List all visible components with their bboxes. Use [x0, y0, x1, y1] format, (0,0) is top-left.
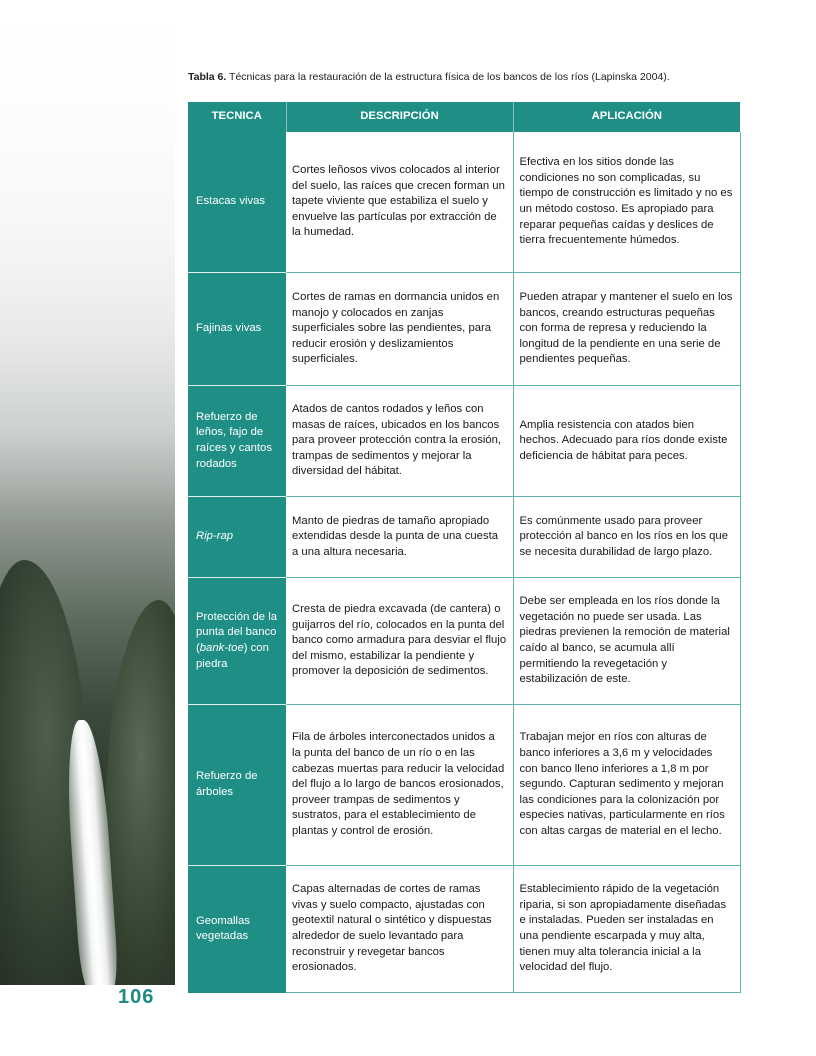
table-row	[188, 386, 740, 497]
description-cell: Atados de cantos rodados y leños con masas de raíces, ubicados en los bancos para proveer protección contra la erosión, trampas de sedimentos y mejorar la diversidad del hábitat.	[286, 386, 513, 497]
application-cell: Establecimiento rápido de la vegetación riparia, si son apropiadamente diseñadas e instaladas. Pueden ser instaladas en una pendiente escarpada y muy alta, tienen muy alta tolerancia inicial a la velocidad del flujo.	[513, 866, 740, 993]
caption-label: Tabla 6.	[188, 71, 227, 83]
description-cell: Cortes leñosos vivos colocados al interior del suelo, las raíces que crecen forman un tapete viviente que estabiliza el suelo y envuelve las partículas por extracción de la humedad.	[286, 132, 513, 273]
application-cell: Pueden atrapar y mantener el suelo en los bancos, creando estructuras pequeñas con forma de represa y reduciendo la longitud de la pendiente en una serie de pendientes pequeñas.	[513, 273, 740, 386]
description-cell: Cortes de ramas en dormancia unidos en manojo y colocados en zanjas superficiales sobre las pendientes, para reducir erosión y deslizamientos superficiales.	[286, 273, 513, 386]
page-number: 106	[118, 986, 155, 1008]
application-cell: Debe ser empleada en los ríos donde la vegetación no puede ser usada. Las piedras previenen la remoción de material caído al banco, se acumula allí permitiendo la revegetación y estabilización de este.	[513, 578, 740, 705]
table-row	[188, 273, 740, 386]
technique-cell: Fajinas vivas	[188, 273, 286, 386]
technique-cell: Geomallas vegetadas	[188, 866, 286, 993]
table-caption	[188, 71, 670, 83]
technique-cell: Refuerzo de árboles	[188, 705, 286, 866]
techniques-table	[188, 102, 741, 993]
mist-overlay	[0, 0, 175, 520]
technique-text-pre: Protección de la punta del banco (	[196, 610, 278, 654]
technique-text-post: ) con piedra	[196, 642, 269, 670]
description-cell: Fila de árboles interconectados unidos a la punta del banco de un río o en las cabezas muertas para reducir la velocidad del flujo a lo largo de bancos erosionados, proveer trampas de sedimentos y sustratos, para el establecimiento de plantas y control de erosión.	[286, 705, 513, 866]
table-row	[188, 497, 740, 578]
table-header-row	[188, 102, 740, 132]
header-tecnica: TECNICA	[188, 102, 286, 132]
table-row	[188, 705, 740, 866]
application-cell: Es comúnmente usado para proveer protección al banco en los ríos en los que se necesita durabilidad de largo plazo.	[513, 497, 740, 578]
header-aplicacion: APLICACIÓN	[513, 102, 740, 132]
description-cell: Manto de piedras de tamaño apropiado extendidas desde la punta de una cuesta a una altura necesaria.	[286, 497, 513, 578]
table-row	[188, 578, 740, 705]
application-cell: Efectiva en los sitios donde las condiciones no son complicadas, su tiempo de construcción es limitado y no es un método costoso. Es apropiado para reparar pequeñas caídas y deslices de tierra frecuentemente húmedos.	[513, 132, 740, 273]
technique-cell	[188, 578, 286, 705]
technique-cell: Rip-rap	[188, 497, 286, 578]
technique-cell: Estacas vivas	[188, 132, 286, 273]
caption-text: Técnicas para la restauración de la estructura física de los bancos de los ríos (Lapinska 2004).	[226, 71, 670, 83]
header-descripcion: DESCRIPCIÓN	[286, 102, 513, 132]
technique-text-italic: bank-toe	[199, 642, 244, 654]
rock-face-right	[105, 600, 175, 985]
waterfall-photo	[0, 0, 175, 985]
table-row	[188, 866, 740, 993]
description-cell: Cresta de piedra excavada (de cantera) o guijarros del río, colocados en la punta del banco como armadura para desviar el flujo del mismo, estabilizar la pendiente y promover la deposición de sedimentos.	[286, 578, 513, 705]
technique-cell: Refuerzo de leños, fajo de raíces y cantos rodados	[188, 386, 286, 497]
table-row	[188, 132, 740, 273]
description-cell: Capas alternadas de cortes de ramas vivas y suelo compacto, ajustadas con geotextil natural o sintético y dispuestas alrededor de suelo levantado para reconstruir y revegetar bancos erosionados.	[286, 866, 513, 993]
application-cell: Amplia resistencia con atados bien hechos. Adecuado para ríos donde existe deficiencia de hábitat para peces.	[513, 386, 740, 497]
application-cell: Trabajan mejor en ríos con alturas de banco inferiores a 3,6 m y velocidades con banco lleno inferiores a 1,8 m por segundo. Capturan sedimento y mejoran las condiciones para la colonización por especies nativas, particularmente en ríos con altas cargas de material en el lecho.	[513, 705, 740, 866]
